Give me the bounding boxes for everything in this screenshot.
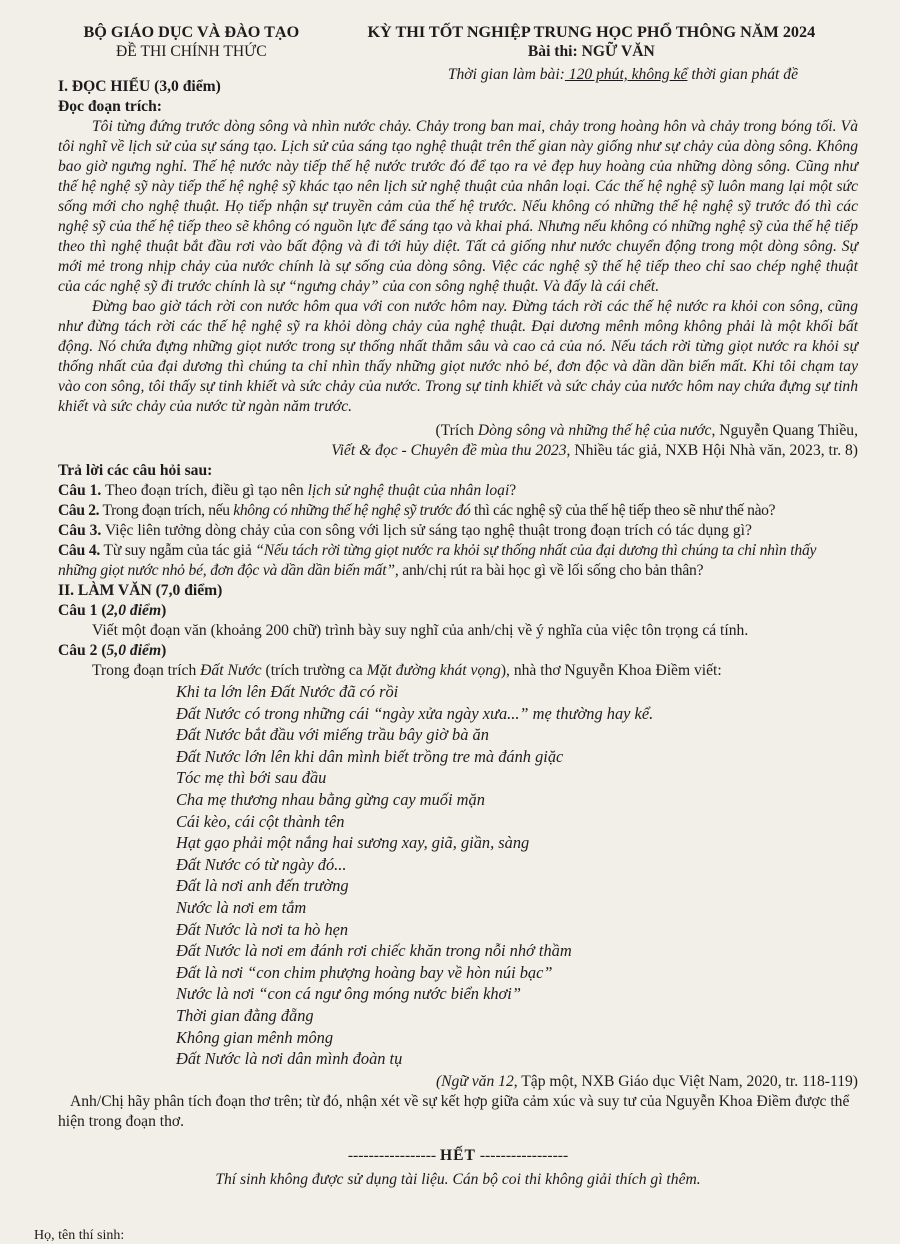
exam-title: KỲ THI TỐT NGHIỆP TRUNG HỌC PHỔ THÔNG NĂM 2024 bbox=[367, 23, 816, 41]
poem-line: Cha mẹ thương nhau bằng gừng cay muối mặn bbox=[176, 789, 485, 809]
poem-line: Đất Nước là nơi em đánh rơi chiếc khăn trong nỗi nhớ thầm bbox=[176, 941, 572, 961]
end-marker: ----------------- HẾT ----------------- bbox=[347, 1146, 569, 1164]
question-3: Câu 3. Việc liên tưởng dòng chảy của con sông với lịch sử sáng tạo nghệ thuật trong đoạn trích có tác dụng gì? bbox=[58, 522, 752, 539]
poem-line: Hạt gạo phải một nắng hai sương xay, giã, giần, sàng bbox=[176, 833, 530, 853]
poem-line: Đất là nơi “con chim phượng hoàng bay về hòn núi bạc” bbox=[176, 962, 553, 982]
question-1: Câu 1. Theo đoạn trích, điều gì tạo nên lịch sử nghệ thuật của nhân loại? bbox=[58, 482, 517, 499]
poem-line: Khi ta lớn lên Đất Nước đã có rồi bbox=[176, 682, 399, 701]
poem-line: Đất Nước là nơi ta hò hẹn bbox=[176, 919, 349, 939]
essay-q1-label: Câu 1 (2,0 điểm) bbox=[58, 602, 167, 619]
poem-line: Thời gian đằng đẵng bbox=[176, 1005, 314, 1025]
question-4: Câu 4. Từ suy ngẫm của tác giả “Nếu tách rời từng giọt nước ra khỏi sự thống nhất của đại dương thì chúng ta chỉ nhìn thấy những giọt nước nhỏ bé, đơn độc và dần dần biến mất”, anh/chị rút ra bài học gì về lối sống cho bản thân? bbox=[58, 542, 817, 579]
question-list bbox=[58, 481, 858, 581]
header-left bbox=[58, 22, 325, 63]
poem-line: Không gian mênh mông bbox=[176, 1027, 334, 1047]
essay-q2-intro: Trong đoạn trích Đất Nước (trích trường ca Mặt đường khát vọng), nhà thơ Nguyễn Khoa Điềm viết: bbox=[92, 662, 722, 679]
poem-line: Đất là nơi anh đến trường bbox=[176, 876, 349, 896]
question-2: Câu 2. Trong đoạn trích, nếu không có những thế hệ nghệ sỹ trước đó thì các nghệ sỹ của thế hệ tiếp theo sẽ như thế nào? bbox=[58, 502, 776, 519]
ministry-name: BỘ GIÁO DỤC VÀ ĐÀO TẠO bbox=[83, 23, 300, 41]
poem-line: Đất Nước là nơi dân mình đoàn tụ bbox=[176, 1049, 403, 1069]
essay-q2-label: Câu 2 (5,0 điểm) bbox=[58, 642, 167, 659]
poem-line: Đất Nước có từ ngày đó... bbox=[176, 854, 347, 874]
footer-note: Thí sinh không được sử dụng tài liệu. Cán bộ coi thi không giải thích gì thêm. bbox=[215, 1170, 701, 1188]
exam-time: Thời gian làm bài: 120 phút, không kể thời gian phát đề bbox=[447, 66, 798, 83]
passage-source: (Trích Dòng sông và những thế hệ của nước, Nguyễn Quang Thiều, Viết & đọc - Chuyên đề mùa thu 2023, Nhiều tác giả, NXB Hội Nhà văn, 2023, tr. 8) bbox=[331, 422, 858, 459]
candidate-name-field: Họ, tên thí sinh: bbox=[34, 1228, 125, 1243]
official-label: ĐỀ THI CHÍNH THỨC bbox=[116, 43, 267, 60]
passage-label: Đọc đoạn trích: bbox=[58, 98, 162, 115]
answer-prompt: Trả lời các câu hỏi sau: bbox=[58, 462, 213, 479]
poem-line: Đất Nước bắt đầu với miếng trầu bây giờ bà ăn bbox=[176, 725, 489, 745]
passage-paragraph: Tôi từng đứng trước dòng sông và nhìn nước chảy. Chảy trong ban mai, chảy trong hoàng hôn và chảy trong bóng tối. Và tôi nghĩ về lịch sử của sự sáng tạo. Lịch sử của sáng tạo nghệ thuật trên thế gian này giống như sự chảy của dòng sông. Không bao giờ ngưng nghỉ. Thế hệ nước này tiếp thế hệ nước trước đó để tạo ra vẻ đẹp huy hoàng của những dòng sông. Cũng như thế hệ nghệ sỹ này tiếp thế hệ nghệ sỹ khác tạo nên lịch sử nghệ thuật của nhân loại. Các thế hệ nghệ sỹ luôn mang lại một sức sống mới cho nghệ thuật. Họ tiếp nhận sự truyền cảm của thế hệ trước. Nếu không có những thế hệ nghệ sỹ trước đó thì các nghệ sỹ của thế hệ tiếp theo sẽ không có nguồn lực để sáng tạo và khai phá. Nhưng nếu không có những nghệ sỹ của thế hệ tiếp theo thì nghệ thuật bắt đầu rơi vào bất động và đi tới hủy diệt. Tất cả giống như nước chuyển động trong một dòng sông. Sự mới mẻ trong nhịp chảy của nước chính là sự sống của dòng sông. Việc các nghệ sỹ thế hệ tiếp theo chỉ sao chép nghệ thuật của các nghệ sỹ đi trước chính là sự “ngưng chảy” của con sông nghệ thuật. Và đấy là cái chết. bbox=[58, 118, 858, 295]
reading-passage bbox=[58, 117, 858, 417]
poem-line: Đất Nước có trong những cái “ngày xửa ngày xưa...” mẹ thường hay kể. bbox=[176, 703, 654, 723]
header-right bbox=[325, 22, 858, 63]
part2-heading: II. LÀM VĂN (7,0 điểm) bbox=[58, 582, 223, 599]
poem-line: Cái kèo, cái cột thành tên bbox=[176, 811, 345, 831]
poem-line: Đất Nước lớn lên khi dân mình biết trồng tre mà đánh giặc bbox=[176, 746, 564, 766]
part1-heading: I. ĐỌC HIỂU (3,0 điểm) bbox=[58, 78, 221, 95]
exam-subject: Bài thi: NGỮ VĂN bbox=[527, 43, 655, 60]
poem-line: Nước là nơi “con cá ngư ông móng nước biển khơi” bbox=[176, 984, 521, 1004]
poem-source: (Ngữ văn 12, Tập một, NXB Giáo dục Việt Nam, 2020, tr. 118-119) bbox=[435, 1072, 858, 1090]
exam-header bbox=[58, 22, 858, 63]
poem-line: Nước là nơi em tắm bbox=[176, 897, 307, 917]
passage-paragraph: Đừng bao giờ tách rời con nước hôm qua với con nước hôm nay. Đừng tách rời các thế hệ nước ra khỏi con sông, cũng như đừng tách rời các thế hệ nghệ sỹ ra khỏi dòng chảy của nghệ thuật. Đại dương mênh mông không phải là một khối bất động. Nó chứa đựng những giọt nước trong sự thống nhất thẳm sâu và cao cả của nó. Nếu tách rời từng giọt nước ra khỏi sự thống nhất của đại dương thì chúng ta chỉ nhìn thấy những giọt nước nhỏ bé, đơn độc và dần dần biến mất. Khi tôi chạm tay vào con sông, tôi thấy sự tinh khiết và sức chảy của nước. Trong sự tinh khiết và sức chảy của nước hôm nay chứa đựng sự tinh khiết và sức chảy của nước từ ngàn năm trước. bbox=[58, 298, 858, 415]
poem-excerpt bbox=[176, 681, 858, 1070]
essay-task: Anh/Chị hãy phân tích đoạn thơ trên; từ đó, nhận xét về sự kết hợp giữa cảm xúc và suy tư của Nguyễn Khoa Điềm được thể hiện trong đoạn thơ. bbox=[58, 1092, 850, 1130]
essay-q1-text: Viết một đoạn văn (khoảng 200 chữ) trình bày suy nghĩ của anh/chị về ý nghĩa của việc tôn trọng cá tính. bbox=[92, 622, 749, 639]
poem-line: Tóc mẹ thì bới sau đầu bbox=[176, 768, 327, 788]
